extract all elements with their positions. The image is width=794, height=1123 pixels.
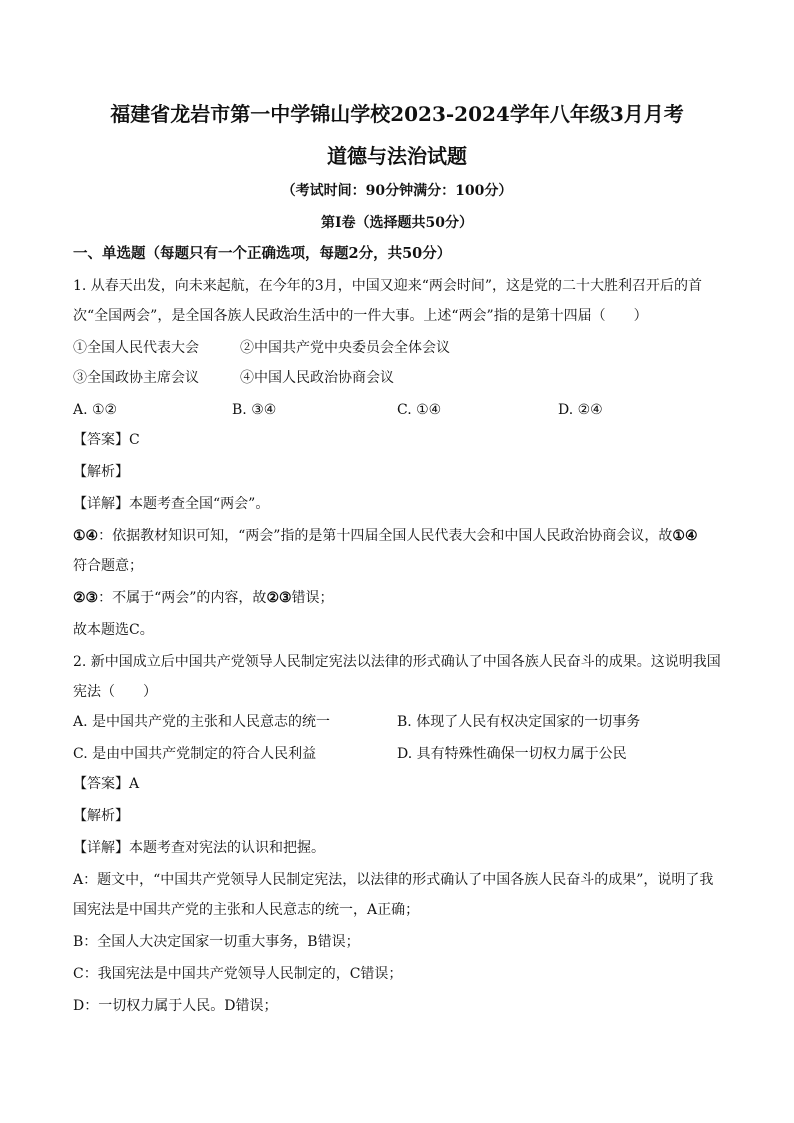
q1-explanation-1 [73,526,698,546]
q2-detail: 【详解】本题考查对宪法的认识和把握。 [73,840,325,856]
q2-option-d: D. 具有特殊性确保一切权力属于公民 [397,746,627,762]
q1-explanation-2 [73,588,334,608]
q1-exp2-tail-label: ②③ [266,590,292,606]
q1-item-2: ②中国共产党中央委员会全体会议 [240,340,450,356]
q1-conclusion: 故本题选C。 [73,622,154,638]
q1-option-b: B. ③④ [232,402,277,418]
q2-explanation-c: C：我国宪法是中国共产党领导人民制定的，C错误； [73,966,403,982]
q1-option-d: D. ②④ [558,402,603,418]
q1-detail: 【详解】本题考查全国“两会”。 [73,496,270,512]
q2-explanation-b: B：全国人大决定国家一切重大事务，B错误； [73,934,360,950]
q1-stem-line2: 次“全国两会”，是全国各族人民政治生活中的一件大事。上述“两会”指的是第十四届（ ） [73,308,648,324]
q2-stem-line2: 宪法（ ） [73,684,157,700]
q1-exp1-tail-label: ①④ [672,528,698,544]
q2-option-b: B. 体现了人民有权决定国家的一切事务 [397,714,641,730]
q1-item-3: ③全国政协主席会议 [73,370,199,386]
volume-heading: 第Ⅰ卷（选择题共50分） [320,215,474,231]
q1-option-c: C. ①④ [397,402,442,418]
q1-exp2-text: ：不属于“两会”的内容，故 [98,590,267,606]
q2-answer: 【答案】A [73,776,140,792]
q2-option-a: A. 是中国共产党的主张和人民意志的统一 [73,714,331,730]
q2-explanation-a: A：题文中，“中国共产党领导人民制定宪法，以法律的形式确认了中国各族人民奋斗的成果”，说明了我 [73,872,714,888]
q2-explanation-d: D：一切权力属于人民。D错误； [73,998,278,1014]
q1-item-4: ④中国人民政治协商会议 [240,370,394,386]
q1-exp1-text: ：依据教材知识可知，“两会”指的是第十四届全国人民代表大会和中国人民政治协商会议，故 [98,528,673,544]
q1-answer: 【答案】C [73,432,140,448]
q1-item-1: ①全国人民代表大会 [73,340,199,356]
q2-explanation-a-cont: 国宪法是中国共产党的主张和人民意志的统一，A正确； [73,902,420,918]
q1-exp1-label: ①④ [73,528,99,544]
q1-exp2-end: 错误； [291,590,334,606]
q1-explanation-1-cont: 符合题意； [73,558,143,574]
q2-analysis-label: 【解析】 [73,808,129,824]
q1-stem-line1: 1. 从春天出发，向未来起航，在今年的3月，中国又迎来“两会时间”，这是党的二十大胜利召开后的首 [73,278,703,294]
q1-option-a: A. ①② [73,402,118,418]
q1-analysis-label: 【解析】 [73,464,129,480]
subject-title: 道德与法治试题 [327,144,467,168]
document-title: 福建省龙岩市第一中学锦山学校2023-2024学年八年级3月月考 [110,102,684,126]
section-heading: 一、单选题（每题只有一个正确选项，每题2分，共50分） [73,245,452,262]
exam-info: （考试时间：90分钟满分：100分） [281,183,513,199]
q1-exp2-label: ②③ [73,590,99,606]
q2-stem-line1: 2. 新中国成立后中国共产党领导人民制定宪法以法律的形式确认了中国各族人民奋斗的成果。这说明我国 [73,654,721,670]
q2-option-c: C. 是由中国共产党制定的符合人民利益 [73,746,317,762]
